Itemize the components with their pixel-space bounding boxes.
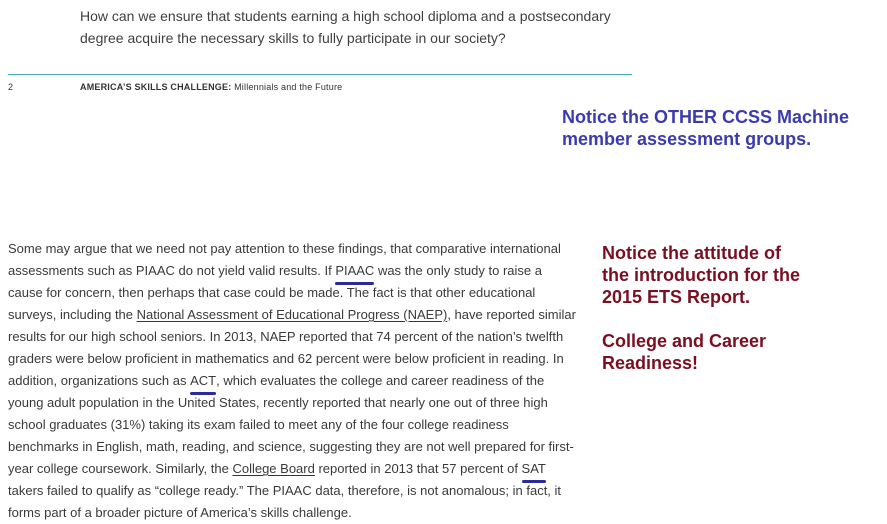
body-text-2: was the only study to raise a cause for concern, then perhaps that case could be made. The fact is that other educational surveys, including the (8, 263, 542, 322)
sat-highlight: SAT (522, 458, 546, 480)
body-text-3: , have reported similar results for our high school seniors. In 2013, NAEP reported that 74 percent of the nation’s twelfth graders were below proficient in mathematics and 62 percent were below proficient in reading. In addition, organizations such as (8, 307, 576, 388)
red-annotation-spacer (602, 308, 802, 330)
body-text-4: , which evaluates the college and career readiness of the young adult population in the United States, recently reported that nearly one out of three high school graduates (31%) taking its exam failed to meet any of the four college readiness benchmarks in English, math, reading, and science, suggesting they are not well prepared for first-year college coursework. Similarly, the (8, 373, 574, 476)
naep-highlight: National Assessment of Educational Progress (NAEP) (136, 307, 448, 322)
header-question: How can we ensure that students earning a high school diploma and a postsecondary degree acquire the necessary skills to fully participate in our society? (80, 8, 611, 46)
red-annotation (602, 242, 802, 374)
running-head-subtitle: Millennials and the Future (234, 82, 343, 92)
body-text-1: Some may argue that we need not pay attention to these findings, that comparative international assessments such as PIAAC do not yield valid results. If (8, 241, 561, 278)
piaac-highlight: PIAAC (335, 260, 374, 282)
red-annotation-readiness: College and Career Readiness! (602, 331, 767, 373)
page-number: 2 (8, 82, 14, 92)
body-paragraph (8, 238, 578, 524)
blue-annotation: Notice the OTHER CCSS Machine member assessment groups. (562, 107, 850, 149)
body-text-5: reported in 2013 that 57 percent of (314, 461, 522, 476)
red-annotation-attitude: Notice the attitude of the introduction for the 2015 ETS Report. (602, 243, 800, 307)
act-highlight: ACT (190, 370, 216, 392)
running-head (80, 82, 342, 92)
college-board-highlight: College Board (232, 461, 315, 476)
body-text-6: takers failed to qualify as “college ready.” The PIAAC data, therefore, is not anomalous; in fact, it forms part of a broader picture of America’s skills challenge. (8, 483, 562, 520)
divider-rule (8, 74, 632, 75)
running-head-title: AMERICA’S SKILLS CHALLENGE: (80, 82, 232, 92)
